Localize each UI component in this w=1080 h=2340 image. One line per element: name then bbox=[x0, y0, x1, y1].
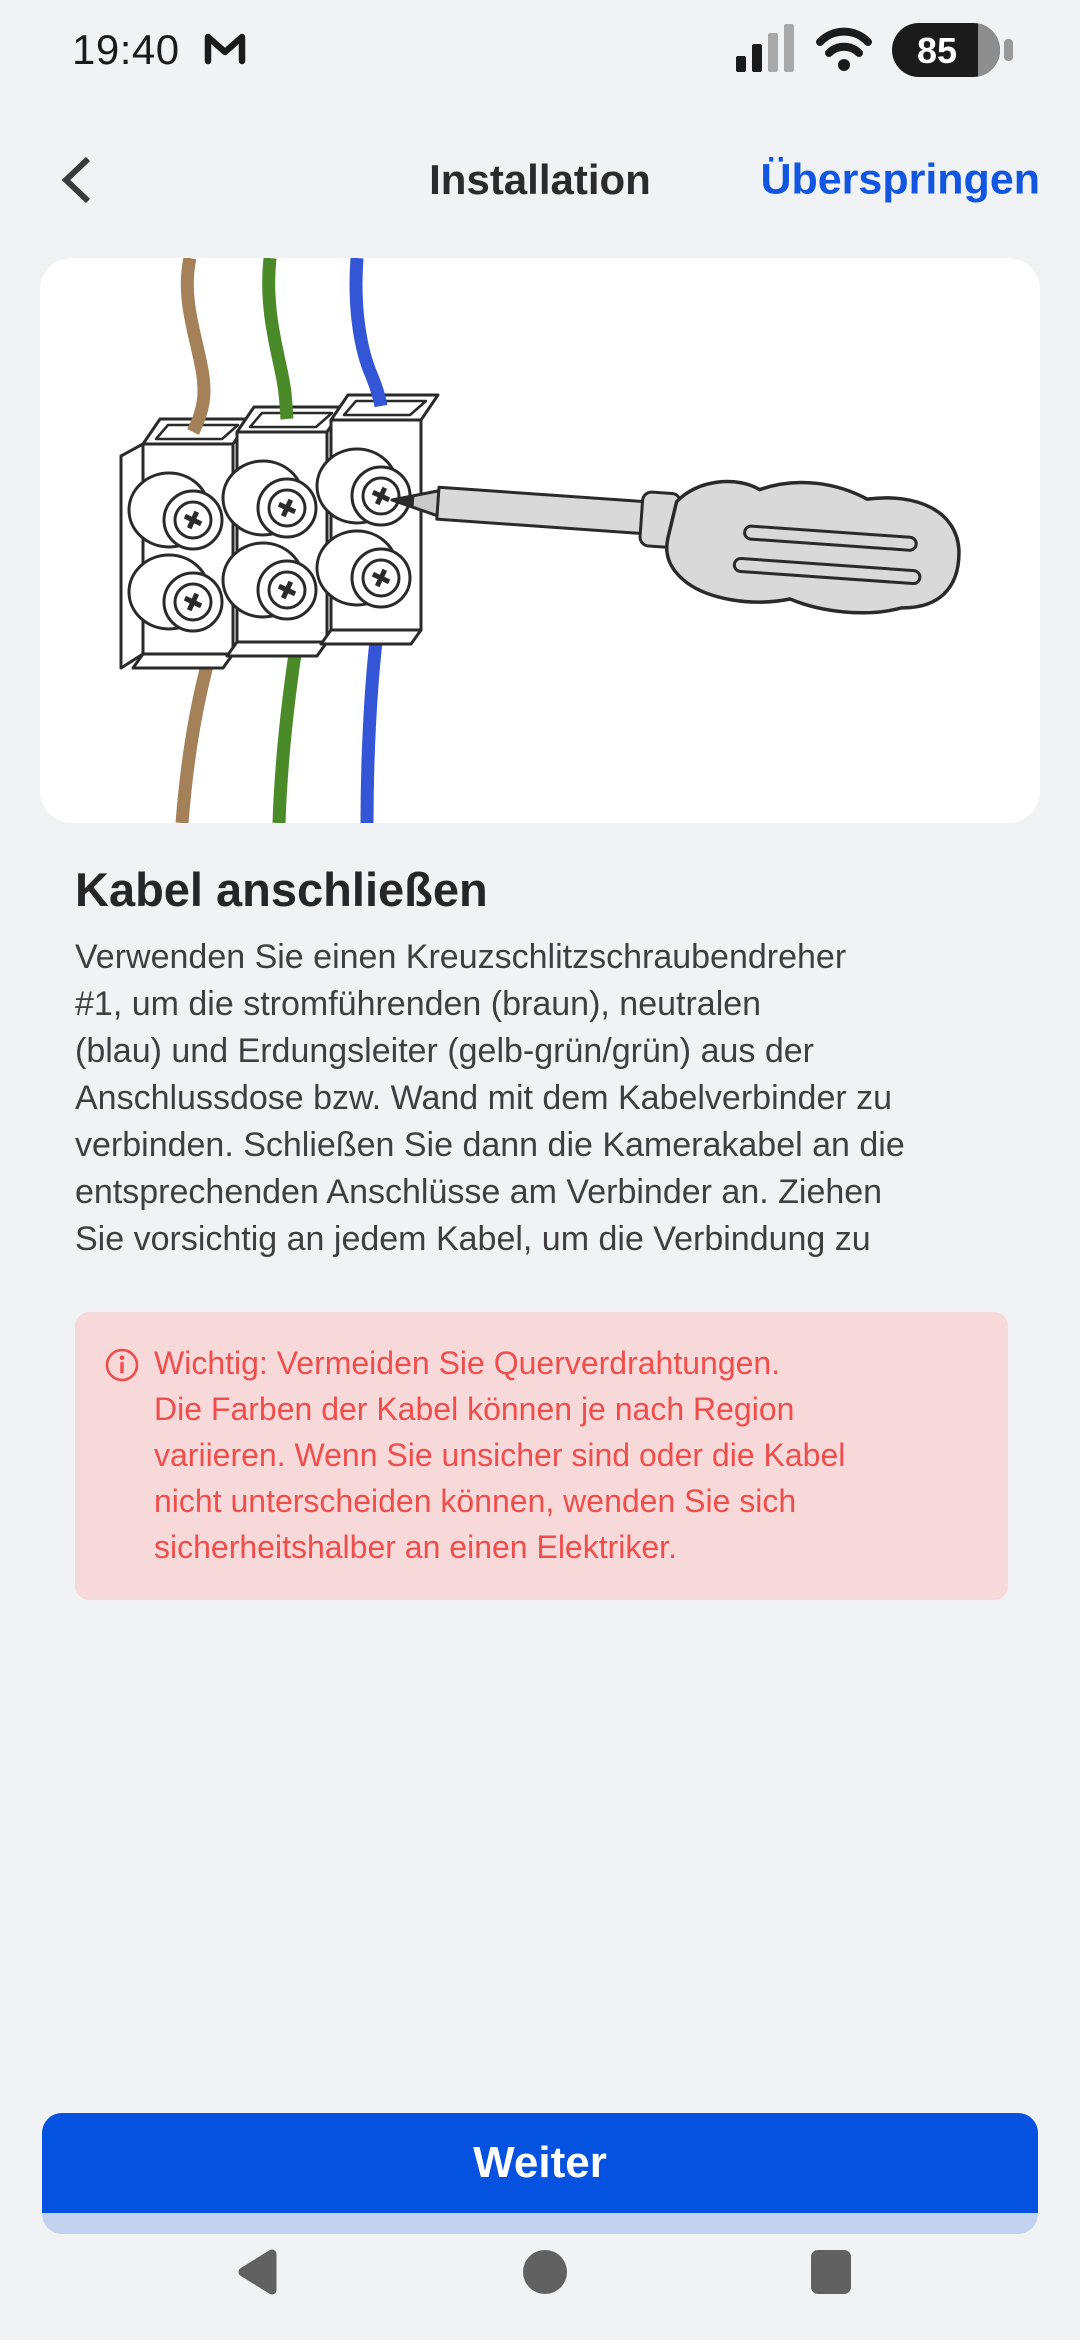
next-button-bottom-strip bbox=[42, 2213, 1038, 2234]
next-button-label: Weiter bbox=[473, 2138, 607, 2187]
wiring-illustration bbox=[40, 258, 1040, 823]
wifi-icon bbox=[814, 24, 874, 77]
nav-back-triangle-icon[interactable] bbox=[234, 2248, 282, 2296]
warning-line: Wichtig: Vermeiden Sie Querverdrahtungen. bbox=[154, 1345, 781, 1381]
warning-line: variieren. Wenn Sie unsicher sind oder die Kabel bbox=[154, 1437, 846, 1473]
instruction-paragraph bbox=[75, 934, 1020, 1263]
nav-recents-square-icon[interactable] bbox=[807, 2248, 855, 2296]
status-bar bbox=[0, 0, 1080, 100]
info-icon bbox=[103, 1346, 141, 1389]
next-button-face bbox=[42, 2113, 1038, 2213]
android-nav-bar bbox=[0, 2234, 1080, 2340]
instruction-line: Verwenden Sie einen Kreuzschlitzschraubendreher bbox=[75, 938, 847, 976]
warning-line: nicht unterscheiden können, wenden Sie sich bbox=[154, 1483, 797, 1519]
battery-icon bbox=[892, 23, 1016, 77]
section-heading: Kabel anschließen bbox=[75, 863, 488, 916]
instruction-line: Sie vorsichtig an jedem Kabel, um die Verbindung zu bbox=[75, 1220, 871, 1258]
nav-home-circle-icon[interactable] bbox=[521, 2248, 569, 2296]
instruction-line: verbinden. Schließen Sie dann die Kamerakabel an die bbox=[75, 1126, 905, 1164]
warning-callout bbox=[75, 1312, 1008, 1600]
next-button[interactable] bbox=[42, 2113, 1038, 2234]
instruction-line: #1, um die stromführenden (braun), neutralen bbox=[75, 985, 762, 1023]
instruction-line: entsprechenden Anschlüsse am Verbinder an. Ziehen bbox=[75, 1173, 883, 1211]
warning-text bbox=[154, 1340, 845, 1570]
battery-percent-text: 85 bbox=[916, 30, 958, 71]
warning-line: sicherheitshalber an einen Elektriker. bbox=[154, 1529, 677, 1565]
instruction-line: Anschlussdose bzw. Wand mit dem Kabelverbinder zu bbox=[75, 1079, 893, 1117]
warning-line: Die Farben der Kabel können je nach Region bbox=[154, 1391, 795, 1427]
skip-button[interactable]: Überspringen bbox=[760, 155, 1040, 204]
gmail-m-icon bbox=[202, 28, 248, 73]
page-title: Installation bbox=[429, 156, 651, 203]
instruction-line: (blau) und Erdungsleiter (gelb-grün/grün) aus der bbox=[75, 1032, 814, 1070]
header bbox=[0, 130, 1080, 230]
cellular-signal-icon bbox=[736, 22, 796, 79]
clock: 19:40 bbox=[72, 26, 180, 73]
illustration-card bbox=[40, 258, 1040, 823]
